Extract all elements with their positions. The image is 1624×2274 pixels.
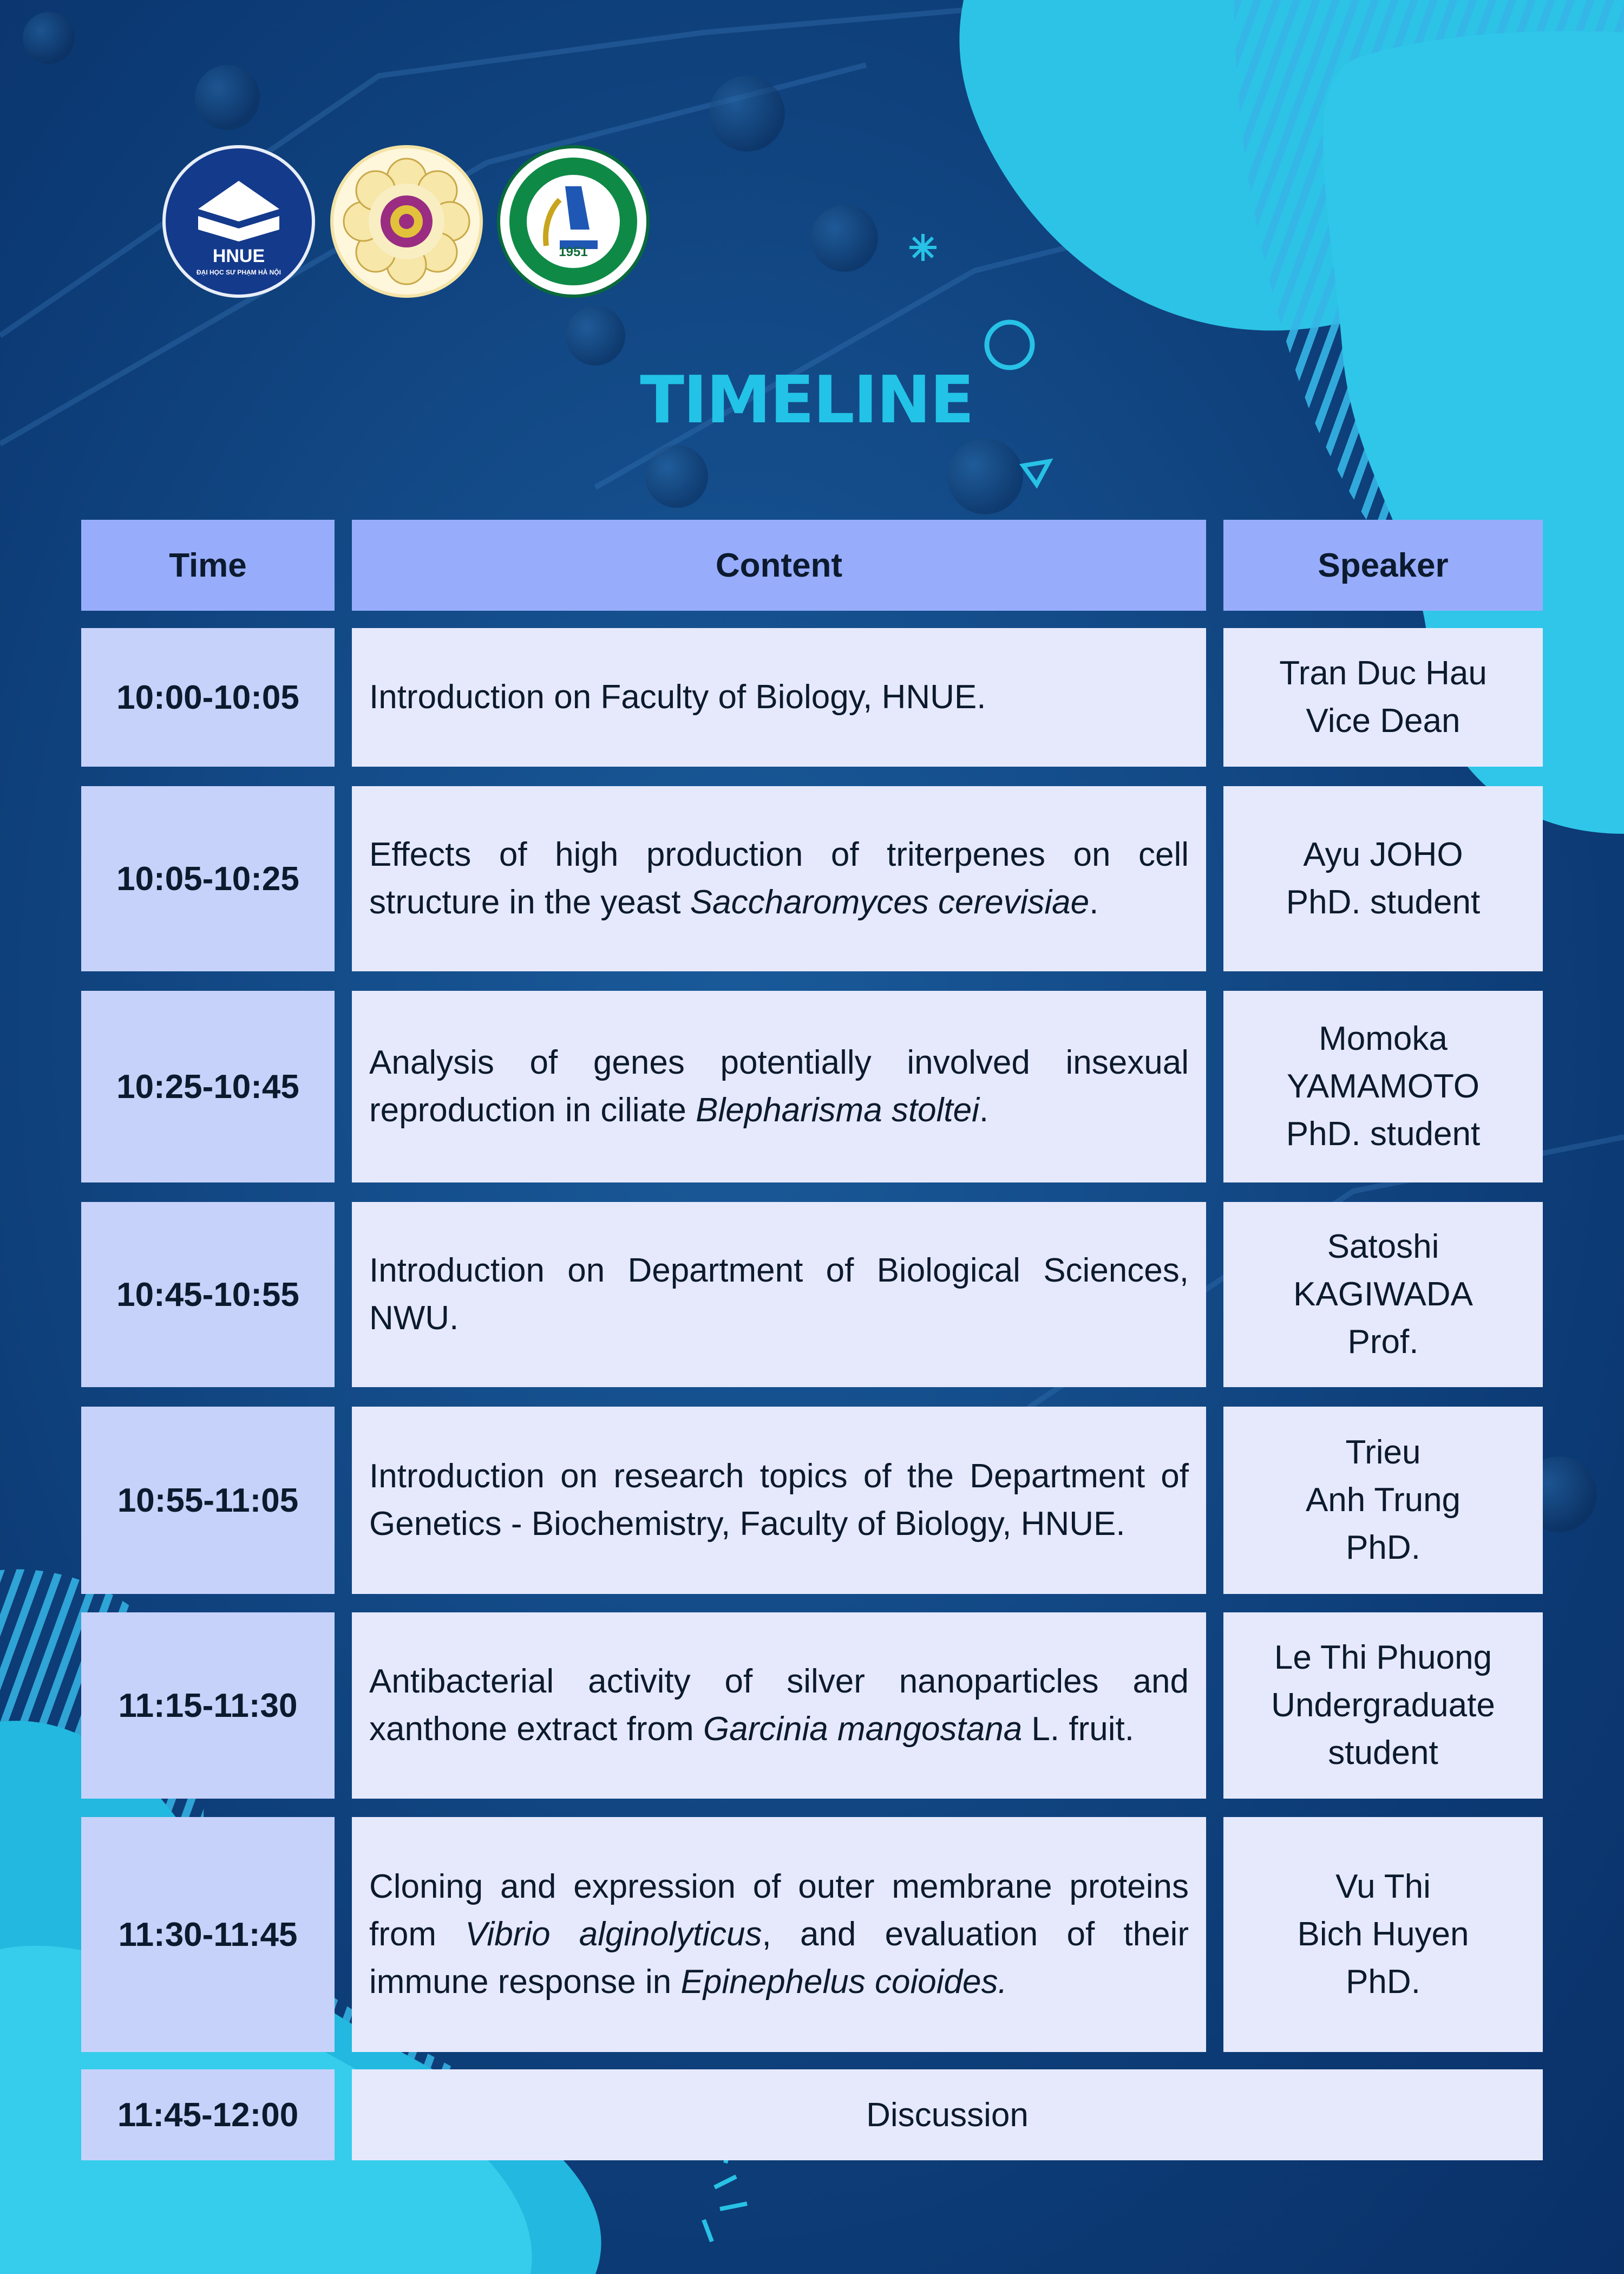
content-italic-text: Garcinia mangostana	[703, 1710, 1023, 1748]
content-text: , and evaluation of their immune response in	[369, 1916, 1189, 2001]
content-text: Cloning and expression of outer membrane proteins from	[369, 1868, 1189, 1953]
content-cell	[352, 1202, 1206, 1387]
speaker-cell	[1223, 1817, 1543, 2052]
content-text: .	[979, 1092, 989, 1129]
speaker-cell	[1223, 1612, 1543, 1799]
speaker-cell	[1223, 628, 1543, 767]
speaker-line: Bich Huyen	[1297, 1916, 1469, 1953]
speaker-line: PhD. student	[1286, 1115, 1481, 1153]
content-text: L. fruit.	[1022, 1710, 1134, 1748]
speaker-line: Prof.	[1347, 1323, 1419, 1361]
content-italic-text: Saccharomyces cerevisiae	[690, 884, 1090, 921]
content-text: Introduction on research topics of the Department of Genetics - Biochemistry, Faculty of Biology, HNUE.	[369, 1458, 1189, 1543]
speaker-line: Ayu JOHO	[1303, 836, 1463, 873]
hnue-logo-text: HNUE	[212, 246, 265, 266]
content-cell	[352, 1612, 1206, 1799]
speaker-line: YAMAMOTO	[1287, 1068, 1479, 1105]
page-title: TIMELINE	[640, 363, 973, 438]
time-cell: 10:55-11:05	[81, 1407, 335, 1594]
time-cell: 10:05-10:25	[81, 786, 335, 971]
biology-logo-year: 1951	[559, 245, 588, 259]
speaker-line: student	[1328, 1734, 1438, 1772]
content-text: Introduction on Department of Biological Sciences, NWU.	[369, 1252, 1189, 1337]
time-cell: 10:45-10:55	[81, 1202, 335, 1387]
microscope-icon	[500, 148, 646, 295]
speaker-line: PhD.	[1346, 1529, 1420, 1566]
speaker-line: Vice Dean	[1306, 702, 1461, 740]
time-cell: 10:00-10:05	[81, 628, 335, 767]
speaker-line: Anh Trung	[1305, 1481, 1461, 1519]
speaker-line: PhD. student	[1286, 884, 1481, 921]
content-text: .	[1089, 884, 1099, 921]
content-text: Effects of high production of triterpenes on cell structure in the yeast	[369, 836, 1189, 921]
content-text: Analysis of genes potentially involved insexual reproduction in ciliate	[369, 1044, 1189, 1129]
header-time: Time	[81, 520, 335, 611]
header-speaker: Speaker	[1223, 520, 1543, 611]
speaker-line: Vu Thi	[1335, 1868, 1431, 1905]
speaker-cell	[1223, 786, 1543, 971]
time-cell: 11:15-11:30	[81, 1612, 335, 1799]
speaker-cell	[1223, 991, 1543, 1182]
hnue-logo-subtext: ĐẠI HỌC SƯ PHẠM HÀ NỘI	[197, 269, 281, 276]
speaker-line: Undergraduate	[1271, 1687, 1495, 1724]
speaker-cell	[1223, 1202, 1543, 1387]
content-cell	[352, 628, 1206, 767]
flower-emblem-icon	[333, 148, 480, 295]
speaker-line: Le Thi Phuong	[1274, 1639, 1492, 1676]
content-italic-text: Blepharisma stoltei	[696, 1092, 979, 1129]
header-content: Content	[352, 520, 1206, 611]
content-cell	[352, 786, 1206, 971]
biology-faculty-logo	[497, 145, 650, 298]
content-cell	[352, 1407, 1206, 1594]
speaker-line: Trieu	[1345, 1434, 1421, 1471]
content-cell	[352, 991, 1206, 1182]
content-italic-text: Epinephelus coioides.	[680, 1963, 1007, 2001]
speaker-line: Satoshi	[1327, 1228, 1439, 1265]
time-cell: 10:25-10:45	[81, 991, 335, 1182]
time-cell: 11:30-11:45	[81, 1817, 335, 2052]
nwu-logo	[330, 145, 483, 298]
speaker-line: PhD.	[1346, 1963, 1420, 2001]
speaker-line: KAGIWADA	[1293, 1276, 1473, 1313]
content-text: Antibacterial activity of silver nanoparticles and xanthone extract from	[369, 1663, 1189, 1748]
content-cell	[352, 1817, 1206, 2052]
speaker-cell	[1223, 1407, 1543, 1594]
discussion-cell: Discussion	[352, 2069, 1543, 2160]
hnue-logo	[162, 145, 315, 298]
speaker-line: Tran Duc Hau	[1279, 655, 1487, 692]
speaker-line: Momoka	[1319, 1020, 1448, 1057]
discussion-time: 11:45-12:00	[81, 2069, 335, 2160]
content-text: Introduction on Faculty of Biology, HNUE.	[369, 678, 986, 716]
content-italic-text: Vibrio alginolyticus	[465, 1916, 762, 1953]
